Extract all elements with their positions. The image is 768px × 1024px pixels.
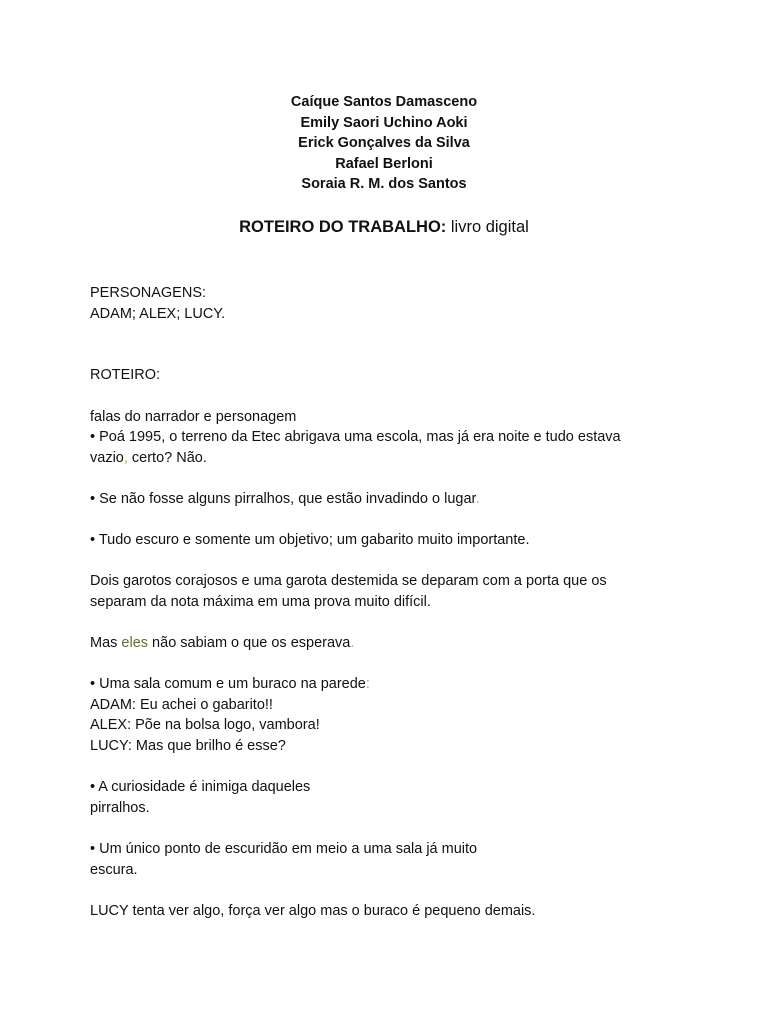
paragraph-1-line-2 [90, 448, 690, 469]
document-title [0, 216, 768, 238]
highlight-mark: : [365, 676, 370, 693]
paragraph-4-line-1: Dois garotos corajosos e uma garota destemida se deparam com a porta que os [90, 573, 607, 590]
document-body [90, 283, 690, 921]
paragraph-7-line-2: pirralhos. [90, 799, 150, 816]
title-bold: ROTEIRO DO TRABALHO: [239, 218, 447, 236]
paragraph-7-line-1: • A curiosidade é inimiga daqueles [90, 779, 311, 796]
paragraph-5 [90, 633, 690, 654]
paragraph-8-line-2: escura. [90, 861, 138, 878]
paragraph-9: LUCY tenta ver algo, força ver algo mas o buraco é pequeno demais. [90, 902, 536, 919]
highlight-mark: . [350, 635, 355, 652]
highlight-mark: . [475, 490, 480, 507]
paragraph-4-line-2: separam da nota máxima em uma prova muito difícil. [90, 593, 431, 610]
characters-list: ADAM; ALEX; LUCY. [90, 305, 226, 322]
text-span: não sabiam o que os esperava [148, 635, 351, 652]
text-span: certo? Não. [127, 449, 207, 466]
script-subheading: falas do narrador e personagem [90, 408, 297, 425]
author-name: Soraia R. M. dos Santos [301, 176, 467, 192]
characters-heading: PERSONAGENS: [90, 285, 207, 301]
text-span: vazio [90, 449, 124, 466]
highlight-mark: , [123, 449, 128, 466]
text-span: • Se não fosse alguns pirralhos, que estão invadindo o lugar [90, 490, 476, 507]
highlight-word: eles [121, 635, 149, 652]
text-span: • Uma sala comum e um buraco na parede [90, 676, 366, 693]
author-list [0, 92, 768, 195]
author-name: Rafael Berloni [335, 155, 433, 172]
paragraph-1-line-1: • Poá 1995, o terreno da Etec abrigava uma escola, mas já era noite e tudo estava [90, 429, 621, 446]
paragraph-2 [90, 489, 690, 510]
paragraph-8-line-1: • Um único ponto de escuridão em meio a uma sala já muito [90, 841, 478, 858]
author-name: Caíque Santos Damasceno [290, 94, 478, 110]
dialogue-adam: ADAM: Eu achei o gabarito!! [90, 696, 273, 713]
paragraph-3: • Tudo escuro e somente um objetivo; um gabarito muito importante. [90, 532, 530, 549]
dialogue-lucy: LUCY: Mas que brilho é esse? [90, 738, 286, 755]
text-span: Mas [90, 635, 122, 652]
dialogue-alex: ALEX: Põe na bolsa logo, vambora! [90, 717, 320, 734]
author-name: Erick Gonçalves da Silva [298, 135, 470, 151]
title-rest: livro digital [446, 218, 529, 236]
author-name: Emily Saori Uchino Aoki [300, 114, 468, 131]
paragraph-6 [90, 674, 690, 695]
script-heading: ROTEIRO: [90, 367, 161, 384]
